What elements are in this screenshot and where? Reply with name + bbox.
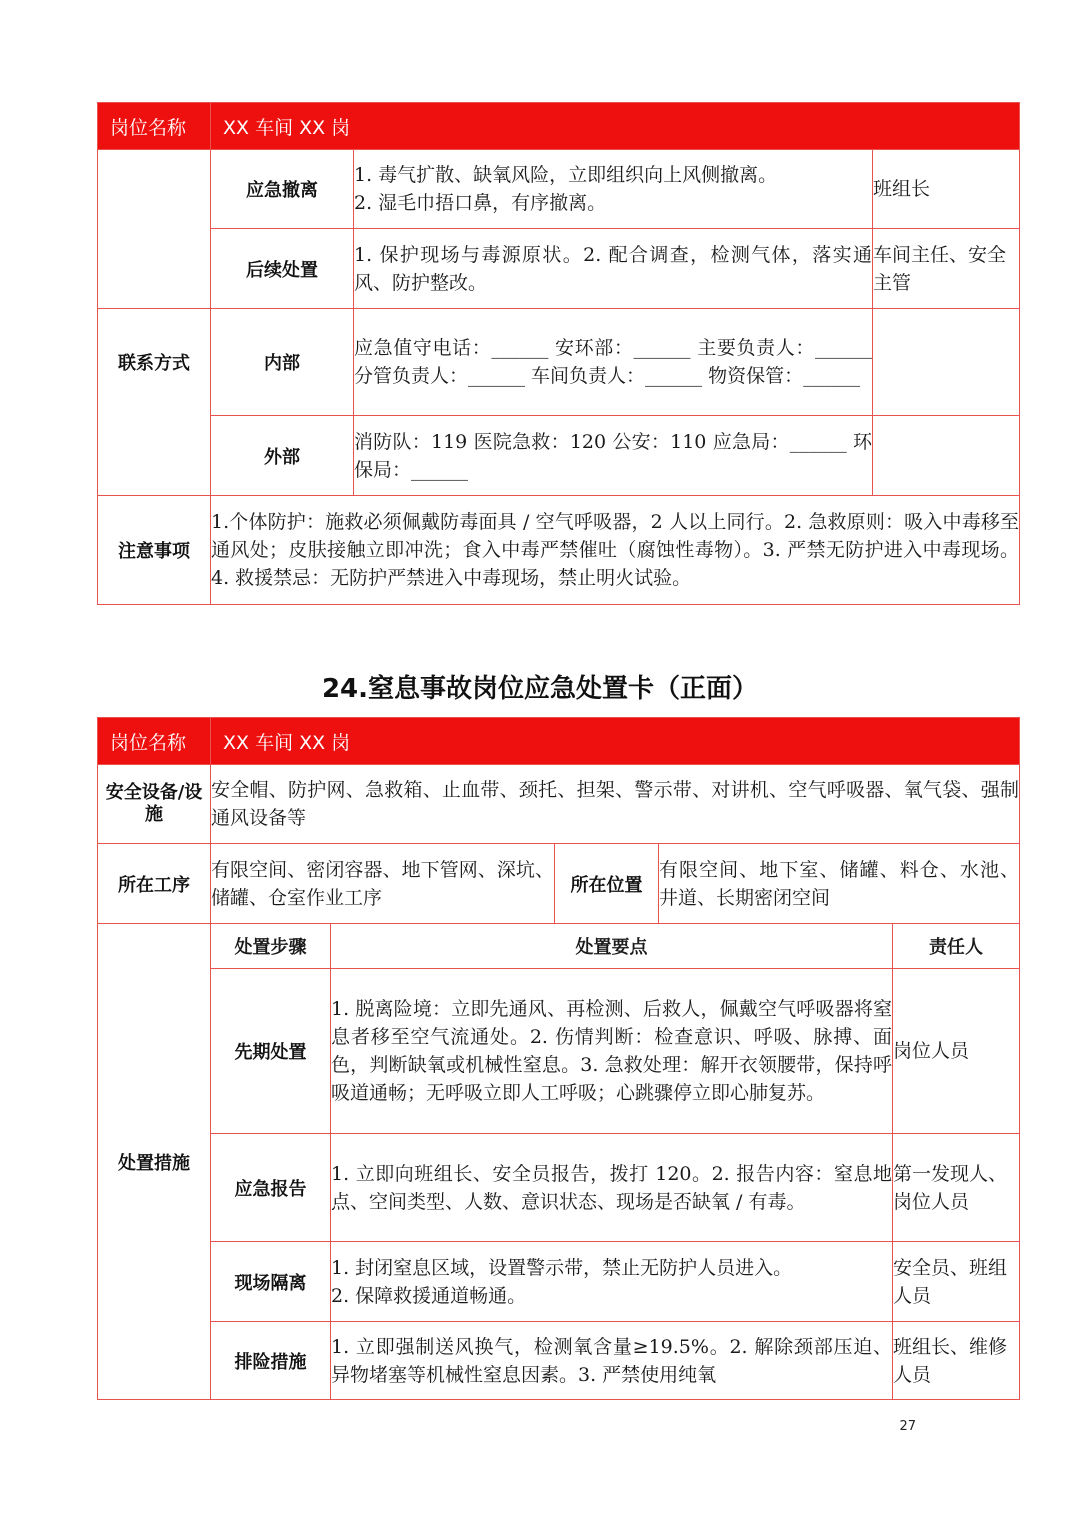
blank-cell xyxy=(98,229,211,309)
follow-up-owner: 车间主任、安全主管 xyxy=(873,229,1020,309)
step-site-isolation: 现场隔离 xyxy=(211,1242,331,1322)
col-header-owner: 责任人 xyxy=(893,924,1020,969)
post-name-value: XX 车间 XX 岗 xyxy=(211,718,1020,765)
site-isolation-owner: 安全员、班组人员 xyxy=(893,1242,1020,1322)
emergency-report-text: 1. 立即向班组长、安全员报告，拨打 120。2. 报告内容：窒息地点、空间类型、人数、意识状态、现场是否缺氧 / 有毒。 xyxy=(331,1134,893,1242)
step-emergency-report: 应急报告 xyxy=(211,1134,331,1242)
contact-label: 联系方式 xyxy=(98,309,211,416)
blank-cell xyxy=(98,416,211,496)
hazard-removal-text: 1. 立即强制送风换气，检测氧含量≥19.5%。2. 解除颈部压迫、异物堵塞等机械性窒息因素。3. 严禁使用纯氧 xyxy=(331,1322,893,1400)
step-evacuation: 应急撤离 xyxy=(211,150,354,229)
post-name-label: 岗位名称 xyxy=(98,103,211,150)
notes-label: 注意事项 xyxy=(98,496,211,605)
location-label: 所在位置 xyxy=(555,844,659,924)
post-name-value: XX 车间 XX 岗 xyxy=(211,103,1020,150)
section-title: 24.窒息事故岗位应急处置卡（正面） xyxy=(321,674,759,704)
initial-response-owner: 岗位人员 xyxy=(893,969,1020,1134)
contact-external-label: 外部 xyxy=(211,416,354,496)
blank-cell xyxy=(98,150,211,229)
location-text: 有限空间、地下室、储罐、料仓、水池、井道、长期密闭空间 xyxy=(659,844,1020,924)
equipment-text: 安全帽、防护网、急救箱、止血带、颈托、担架、警示带、对讲机、空气呼吸器、氧气袋、强制通风设备等 xyxy=(211,765,1020,844)
col-header-points: 处置要点 xyxy=(331,924,893,969)
top-card xyxy=(97,102,1020,605)
notes-text: 1.个体防护：施救必须佩戴防毒面具 / 空气呼吸器，2 人以上同行。2. 急救原则：吸入中毒移至通风处；皮肤接触立即冲洗；食入中毒严禁催吐（腐蚀性毒物）。3. 严禁无防护进入中毒现场。4. 救援禁忌：无防护严禁进入中毒现场，禁止明火试验。 xyxy=(211,496,1020,605)
contact-external-text: 消防队：119 医院急救：120 公安：110 应急局：______ 环保局：______ xyxy=(354,416,873,496)
site-isolation-text: 1. 封闭窒息区域，设置警示带，禁止无防护人员进入。 2. 保障救援通道畅通。 xyxy=(331,1242,893,1322)
col-header-step: 处置步骤 xyxy=(211,924,331,969)
equipment-label: 安全设备/设施 xyxy=(98,765,211,844)
evacuation-text: 1. 毒气扩散、缺氧风险，立即组织向上风侧撤离。 2. 湿毛巾捂口鼻，有序撤离。 xyxy=(354,150,873,229)
evacuation-owner: 班组长 xyxy=(873,150,1020,229)
bottom-card xyxy=(97,717,1020,1400)
step-initial-response: 先期处置 xyxy=(211,969,331,1134)
emergency-report-owner: 第一发现人、岗位人员 xyxy=(893,1134,1020,1242)
step-hazard-removal: 排险措施 xyxy=(211,1322,331,1400)
initial-response-text: 1. 脱离险境：立即先通风、再检测、后救人，佩戴空气呼吸器将窒息者移至空气流通处。2. 伤情判断：检查意识、呼吸、脉搏、面色，判断缺氧或机械性窒息。3. 急救处理：解开衣领腰带，保持呼吸道通畅；无呼吸立即人工呼吸；心跳骤停立即心肺复苏。 xyxy=(331,969,893,1134)
process-text: 有限空间、密闭容器、地下管网、深坑、储罐、仓室作业工序 xyxy=(211,844,555,924)
post-name-label: 岗位名称 xyxy=(98,718,211,765)
hazard-removal-owner: 班组长、维修人员 xyxy=(893,1322,1020,1400)
blank-cell xyxy=(873,416,1020,496)
blank-cell xyxy=(873,309,1020,416)
contact-internal-text: 应急值守电话：______ 安环部：______ 主要负责人：______ 分管负责人：______ 车间负责人：______ 物资保管：______ xyxy=(354,309,873,416)
contact-internal-label: 内部 xyxy=(211,309,354,416)
measures-label: 处置措施 xyxy=(98,924,211,1400)
page-number: 27 xyxy=(899,1419,916,1434)
follow-up-text: 1. 保护现场与毒源原状。2. 配合调查，检测气体，落实通风、防护整改。 xyxy=(354,229,873,309)
step-follow-up: 后续处置 xyxy=(211,229,354,309)
process-label: 所在工序 xyxy=(98,844,211,924)
